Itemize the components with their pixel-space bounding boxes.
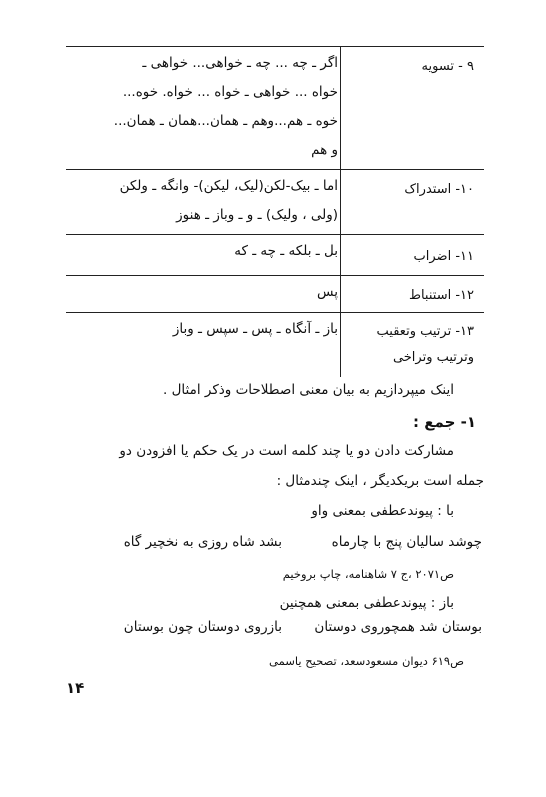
verse-hemistich: بشد شاه روزی به نخچیر گاه	[123, 534, 282, 550]
row-label: ۱۰- استدراک	[404, 182, 474, 197]
table-row	[66, 47, 484, 170]
row-label	[342, 313, 484, 377]
paragraph-line: جمله است بریکدیگر ، اینک چندمثال :	[276, 473, 484, 489]
verse-hemistich: چوشد سالیان پنج با چارماه	[331, 534, 482, 550]
section-heading: ۱- جمع :	[413, 413, 476, 431]
word-line: (ولی ، ولیک) ـ و ـ وباز ـ هنوز	[176, 207, 338, 223]
paragraph-line: مشارکت دادن دو یا چند کلمه است در یک حکم یا افزودن دو	[119, 443, 454, 459]
row-words	[66, 313, 342, 377]
word-line: خوه ـ هم...وهم ـ همان...همان ـ همان...	[113, 113, 338, 129]
table-row	[66, 170, 484, 235]
word-line: و هم	[311, 142, 338, 158]
word-line: اگر ـ چه ... چه ـ خواهی... خواهی ـ	[142, 55, 338, 71]
row-words	[66, 47, 342, 169]
source-citation: ص۶۱۹ دیوان مسعودسعد، تصحیح یاسمی	[269, 654, 464, 668]
word-line: بل ـ بلکه ـ چه ـ که	[234, 243, 338, 259]
row-words	[66, 235, 342, 275]
word-line: خواه ... خواهی ـ خواه ... خواه. خوه...	[122, 84, 338, 100]
row-label: ۱۱- اضراب	[413, 249, 474, 264]
word-line: پس	[317, 284, 338, 300]
example-label: با : پیوندعطفی بمعنی واو	[311, 503, 454, 519]
intro-text: اینک میپردازیم به بیان معنی اصطلاحات وذکر امثال .	[163, 382, 454, 398]
row-words	[66, 170, 342, 234]
page-number: ۱۴	[66, 679, 85, 697]
example-label: باز : پیوندعطفی بمعنی همچنین	[279, 595, 454, 611]
word-line: اما ـ بیک-لکن(لیک، لیکن)- وانگه ـ ولکن	[119, 178, 338, 194]
table-row	[66, 235, 484, 276]
row-words	[66, 276, 342, 312]
table-row	[66, 313, 484, 377]
row-label-line: وترتیب وتراخی	[392, 350, 474, 365]
verse-hemistich: بوستان شد همچوروی دوستان	[314, 619, 482, 635]
word-line: باز ـ آنگاه ـ پس ـ سپس ـ وباز	[172, 321, 338, 337]
row-label: ۹ - تسویه	[421, 59, 474, 74]
row-label: ۱۲- استنباط	[408, 288, 474, 303]
row-label-line: ۱۳- ترتیب وتعقیب	[376, 324, 474, 339]
conjunctions-table	[66, 46, 484, 377]
table-row	[66, 276, 484, 313]
verse-hemistich: بازروی دوستان چون بوستان	[123, 619, 282, 635]
source-citation: ص۲۰۷۱ ،ج ۷ شاهنامه، چاپ بروخیم	[282, 567, 454, 581]
